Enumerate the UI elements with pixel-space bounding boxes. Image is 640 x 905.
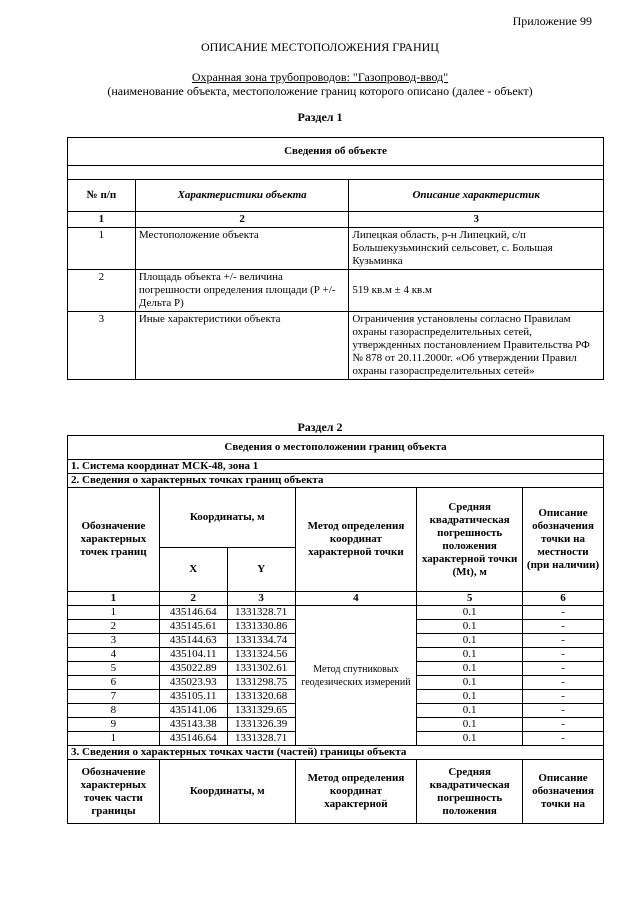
point-error: 0.1 [417,676,523,690]
col-header-method: Метод определения координат характерной точки [295,488,417,592]
boundary-table-title: Сведения о местоположении границ объекта [68,436,604,460]
object-name-block [0,70,640,98]
point-y: 1331298.75 [227,676,295,690]
part-col-method: Метод определения координат характерной [295,760,417,824]
section2-label: Раздел 2 [297,420,343,434]
table-row [68,312,604,380]
table-row [68,270,604,312]
point-desc: - [523,704,604,718]
point-x: 435144.63 [159,634,227,648]
point-desc: - [523,620,604,634]
point-y: 1331302.61 [227,662,295,676]
point-number: 9 [68,718,160,732]
point-error: 0.1 [417,648,523,662]
col-number: 2 [135,212,349,228]
point-x: 435105.11 [159,690,227,704]
part-col-coords: Координаты, м [159,760,295,824]
point-y: 1331328.71 [227,606,295,620]
point-number: 2 [68,620,160,634]
col-header-desc: Описание обозначения точки на местности (при наличии) [523,488,604,592]
point-desc: - [523,606,604,620]
point-number: 4 [68,648,160,662]
col-header-description: Описание характеристик [349,180,604,212]
point-desc: - [523,662,604,676]
row-num: 1 [68,228,136,270]
point-error: 0.1 [417,690,523,704]
row-desc: Ограничения установлены согласно Правилам охраны газораспределительных сетей, утвержденных постановлением Правительства РФ № 878 от 20.11.2000г. «Об утверждении Правил охраны газораспределительных сетей» [349,312,604,380]
point-x: 435146.64 [159,606,227,620]
col-number: 2 [159,592,227,606]
row-desc: Липецкая область, р-н Липецкий, с/п Большекузьминский сельсовет, с. Большая Кузьминка [349,228,604,270]
point-x: 435145.61 [159,620,227,634]
object-info-table [67,137,604,380]
point-y: 1331326.39 [227,718,295,732]
point-error: 0.1 [417,662,523,676]
col-number: 6 [523,592,604,606]
point-number: 1 [68,606,160,620]
point-desc: - [523,676,604,690]
col-header-coords: Координаты, м [159,488,295,548]
appendix-label: Приложение 99 [512,14,592,28]
point-number: 7 [68,690,160,704]
point-y: 1331334.74 [227,634,295,648]
point-x: 435023.93 [159,676,227,690]
col-number: 3 [227,592,295,606]
table-row [68,228,604,270]
point-y: 1331324.56 [227,648,295,662]
point-x: 435146.64 [159,732,227,746]
row-num: 3 [68,312,136,380]
col-number: 1 [68,212,136,228]
point-error: 0.1 [417,620,523,634]
row-desc: 519 кв.м ± 4 кв.м [349,270,604,312]
col-number: 4 [295,592,417,606]
col-header-designation: Обозначение характерных точек границ [68,488,160,592]
point-y: 1331330.86 [227,620,295,634]
col-number: 3 [349,212,604,228]
col-header-y: Y [227,548,295,592]
part-title: 3. Сведения о характерных точках части (частей) границы объекта [68,746,604,760]
point-error: 0.1 [417,634,523,648]
row-name: Иные характеристики объекта [135,312,349,380]
point-x: 435104.11 [159,648,227,662]
col-number: 5 [417,592,523,606]
part-col-designation: Обозначение характерных точек части границы [68,760,160,824]
point-y: 1331320.68 [227,690,295,704]
points-title: 2. Сведения о характерных точках границ объекта [68,474,604,488]
point-number: 6 [68,676,160,690]
col-header-num: № п/п [68,180,136,212]
point-desc: - [523,718,604,732]
coordinate-system: 1. Система координат МСК-48, зона 1 [68,460,604,474]
section1-label: Раздел 1 [297,110,343,124]
point-desc: - [523,732,604,746]
object-name-note: (наименование объекта, местоположение границ которого описано (далее - объект) [107,84,533,98]
point-number: 3 [68,634,160,648]
point-y: 1331328.71 [227,732,295,746]
document-title: ОПИСАНИЕ МЕСТОПОЛОЖЕНИЯ ГРАНИЦ [201,40,439,54]
point-error: 0.1 [417,606,523,620]
spacer-row [68,166,604,180]
point-error: 0.1 [417,704,523,718]
col-header-x: X [159,548,227,592]
col-number: 1 [68,592,160,606]
points-body [68,606,604,746]
point-x: 435143.38 [159,718,227,732]
point-error: 0.1 [417,718,523,732]
object-name: Охранная зона трубопроводов: "Газопровод-ввод" [191,70,449,84]
point-y: 1331329.65 [227,704,295,718]
point-number: 8 [68,704,160,718]
col-header-error: Средняя квадратическая погрешность положения характерной точки (Mt), м [417,488,523,592]
point-x: 435022.89 [159,662,227,676]
row-name: Местоположение объекта [135,228,349,270]
point-desc: - [523,648,604,662]
point-desc: - [523,634,604,648]
point-desc: - [523,690,604,704]
point-number: 5 [68,662,160,676]
boundary-table [67,435,604,824]
col-header-characteristics: Характеристики объекта [135,180,349,212]
point-number: 1 [68,732,160,746]
point-error: 0.1 [417,732,523,746]
method-value: Метод спутниковых геодезических измерений [295,606,417,746]
row-name: Площадь объекта +/- величина погрешности определения площади (Р +/- Дельта Р) [135,270,349,312]
row-num: 2 [68,270,136,312]
part-col-desc: Описание обозначения точки на [523,760,604,824]
table-row [68,606,604,620]
part-col-error: Средняя квадратическая погрешность положения [417,760,523,824]
object-info-title: Сведения об объекте [68,138,604,166]
point-x: 435141.06 [159,704,227,718]
